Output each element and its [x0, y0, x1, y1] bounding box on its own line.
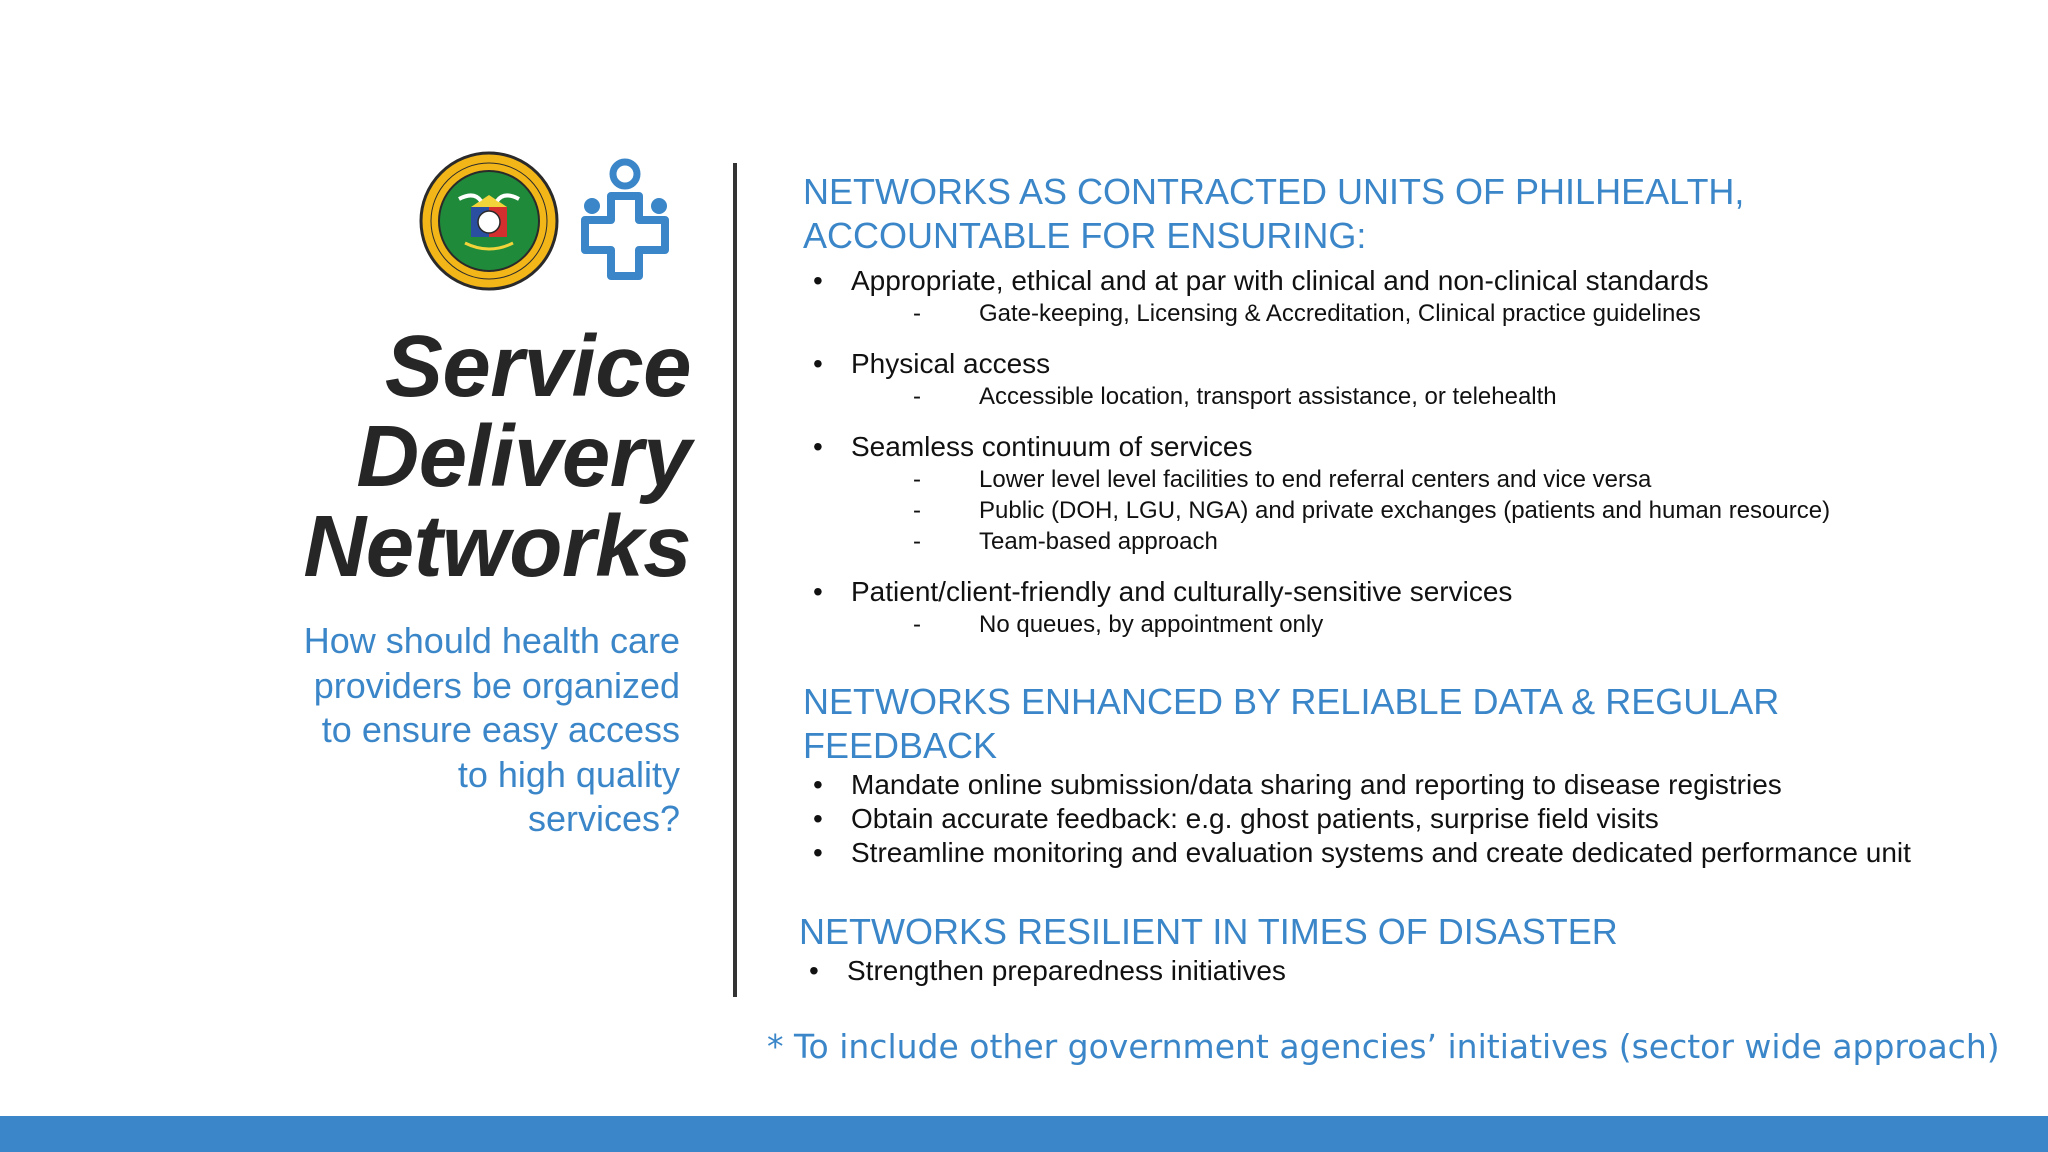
bullet-dot-icon: • — [813, 576, 823, 607]
page-title — [171, 318, 691, 595]
bullet-dot-icon: • — [813, 837, 823, 868]
bullet-dot-icon: • — [809, 955, 819, 986]
bullet-text: Physical access — [851, 348, 1051, 379]
sub-text: Team-based approach — [979, 528, 1218, 555]
dash-icon: - — [913, 300, 921, 327]
sub-item — [803, 381, 2003, 412]
sub-text: Gate-keeping, Licensing & Accreditation, Clinical practice guidelines — [979, 300, 1701, 327]
bullet-text: Streamline monitoring and evaluation systems and create dedicated performance unit — [851, 837, 1911, 868]
bullet-text: Seamless continuum of services — [851, 431, 1253, 462]
list-item — [803, 347, 2003, 381]
sub-text: No queues, by appointment only — [979, 611, 1324, 638]
bullet-dot-icon: • — [813, 265, 823, 296]
vertical-divider — [733, 163, 737, 997]
title-line: Delivery — [356, 408, 691, 505]
doh-seal-icon — [419, 151, 559, 291]
heading-line: FEEDBACK — [803, 725, 998, 766]
sub-text: Accessible location, transport assistance, or telehealth — [979, 383, 1557, 410]
sub-item — [803, 609, 2003, 640]
list-item — [803, 575, 2003, 609]
subtitle-line: How should health care — [303, 620, 680, 661]
bullet-dot-icon: • — [813, 431, 823, 462]
list-item — [803, 264, 2003, 298]
sub-text: Public (DOH, LGU, NGA) and private exchanges (patients and human resource) — [979, 497, 1831, 524]
heading-line: NETWORKS ENHANCED BY RELIABLE DATA & REGULAR — [803, 681, 1780, 722]
content-column — [799, 170, 2003, 988]
sub-item — [803, 298, 2003, 329]
title-line: Networks — [303, 498, 691, 595]
dash-icon: - — [913, 528, 921, 555]
dash-icon: - — [913, 611, 921, 638]
subtitle-line: services? — [527, 798, 680, 839]
list-item — [799, 954, 2003, 988]
bullet-dot-icon: • — [813, 803, 823, 834]
dash-icon: - — [913, 497, 921, 524]
bullet-dot-icon: • — [813, 769, 823, 800]
bullet-text: Mandate online submission/data sharing and reporting to disease registries — [851, 769, 1782, 800]
care-network-logo-icon — [578, 156, 673, 286]
dash-icon: - — [913, 383, 921, 410]
heading-line: NETWORKS AS CONTRACTED UNITS OF PHILHEALTH, — [803, 171, 1745, 212]
footnote: * To include other government agencies’ initiatives (sector wide approach) — [767, 1027, 2000, 1066]
list-item — [803, 768, 2003, 802]
bullet-text: Strengthen preparedness initiatives — [847, 955, 1286, 986]
bottom-accent-bar — [0, 1116, 2048, 1152]
bullet-dot-icon: • — [813, 348, 823, 379]
subtitle-line: providers be organized — [313, 664, 680, 706]
subtitle-question — [220, 619, 680, 842]
heading-line: ACCOUNTABLE FOR ENSURING: — [803, 215, 1367, 256]
section-heading — [799, 910, 2003, 954]
subtitle-line: to high quality — [457, 753, 680, 795]
bullet-text: Obtain accurate feedback: e.g. ghost patients, surprise field visits — [851, 803, 1659, 834]
sub-item — [803, 526, 2003, 557]
sub-item — [803, 495, 2003, 526]
bullet-text: Patient/client-friendly and culturally-sensitive services — [851, 576, 1513, 607]
list-item — [803, 802, 2003, 836]
sub-text: Lower level level facilities to end referral centers and vice versa — [979, 466, 1652, 493]
list-item — [803, 430, 2003, 464]
section-heading — [803, 680, 2003, 768]
list-item — [803, 836, 2003, 870]
bullet-text: Appropriate, ethical and at par with clinical and non-clinical standards — [851, 265, 1709, 296]
section-heading — [803, 170, 2003, 258]
sub-item — [803, 464, 2003, 495]
subtitle-line: to ensure easy access — [321, 709, 680, 750]
dash-icon: - — [913, 466, 921, 493]
heading-line: NETWORKS RESILIENT IN TIMES OF DISASTER — [799, 911, 1618, 952]
title-line: Service — [384, 318, 691, 415]
